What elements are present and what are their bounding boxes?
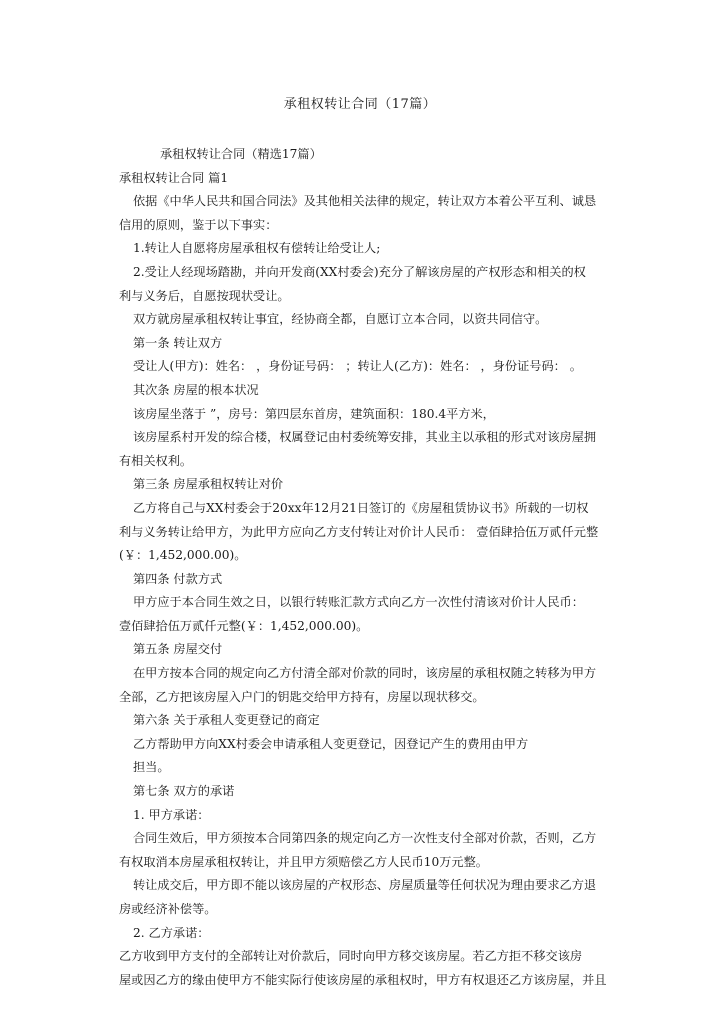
section-heading: 承租权转让合同 篇1 bbox=[119, 170, 229, 185]
paragraph-line: 合同生效后，甲方须按本合同第四条的规定向乙方一次性支付全部对价款，否则，乙方 bbox=[133, 831, 597, 846]
article-heading: 第三条 房屋承租权转让对价 bbox=[133, 477, 284, 492]
paragraph-line: 屋或因乙方的缘由使甲方不能实际行使该房屋的承租权时，甲方有权退还乙方该房屋，并且 bbox=[119, 972, 607, 987]
article-heading: 第一条 转让双方 bbox=[133, 335, 223, 350]
paragraph-line: 该房屋系村开发的综合楼，权属登记由村委统筹安排，其业主以承租的形式对该房屋拥 bbox=[133, 430, 597, 445]
paragraph-line: 有权取消本房屋承租权转让，并且甲方须赔偿乙方人民币10万元整。 bbox=[119, 854, 488, 869]
paragraph-line: 信用的原则，鉴于以下事实： bbox=[119, 217, 278, 232]
document-body bbox=[113, 143, 621, 992]
paragraph-line: (￥：1,452,000.00)。 bbox=[119, 548, 247, 563]
paragraph-line: 壹佰肆拾伍万贰仟元整(￥：1,452,000.00)。 bbox=[119, 618, 369, 633]
article-heading: 第四条 付款方式 bbox=[133, 571, 223, 586]
paragraph-line: 乙方收到甲方支付的全部转让对价款后，同时向甲方移交该房屋。若乙方拒不移交该房 bbox=[119, 949, 583, 964]
article-heading: 其次条 房屋的根本状况 bbox=[133, 382, 259, 397]
subsection-heading: 2. 乙方承诺： bbox=[133, 925, 210, 940]
article-heading: 第六条 关于承租人变更登记的商定 bbox=[133, 713, 320, 728]
paragraph-line: 全部，乙方把该房屋入户门的钥匙交给甲方持有，房屋以现状移交。 bbox=[119, 689, 485, 704]
paragraph-line: 受让人(甲方)：姓名： ，身份证号码： ；转让人(乙方)：姓名： ，身份证号码： 。 bbox=[133, 359, 582, 374]
paragraph-line: 2.受让人经现场踏勘，并向开发商(XX村委会)充分了解该房屋的产权形态和相关的权 bbox=[133, 264, 586, 279]
paragraph-line: 利与义务转让给甲方，为此甲方应向乙方支付转让对价计人民币： 壹佰肆拾伍万贰仟元整 bbox=[119, 524, 599, 539]
article-heading: 第七条 双方的承诺 bbox=[133, 784, 235, 799]
subsection-heading: 1. 甲方承诺： bbox=[133, 807, 210, 822]
paragraph-line: 该房屋坐落于 ”，房号：第四层东首房，建筑面积：180.4平方米， bbox=[133, 406, 495, 421]
paragraph-line: 乙方将自己与XX村委会于20xx年12月21日签订的《房屋租赁协议书》所载的一切权 bbox=[133, 500, 589, 515]
paragraph-line: 房或经济补偿等。 bbox=[119, 902, 217, 916]
paragraph-line: 利与义务后，自愿按现状受让。 bbox=[119, 288, 290, 303]
paragraph-line: 1.转让人自愿将房屋承租权有偿转让给受让人; bbox=[133, 241, 381, 256]
paragraph-line: 转让成交后，甲方即不能以该房屋的产权形态、房屋质量等任何状况为理由要求乙方退 bbox=[133, 878, 597, 893]
paragraph-line: 乙方帮助甲方向XX村委会申请承租人变更登记，因登记产生的费用由甲方 bbox=[133, 736, 529, 751]
paragraph-line: 依据《中华人民共和国合同法》及其他相关法律的规定，转让双方本着公平互利、诚恳 bbox=[133, 194, 597, 209]
paragraph-line: 有相关权利。 bbox=[119, 453, 193, 468]
document-title: 承租权转让合同（17篇） bbox=[283, 97, 437, 112]
paragraph-line: 担当。 bbox=[133, 760, 170, 775]
paragraph-line: 甲方应于本合同生效之日，以银行转账汇款方式向乙方一次性付清该对价计人民币： bbox=[133, 595, 584, 610]
paragraph-line: 在甲方按本合同的规定向乙方付清全部对价款的同时，该房屋的承租权随之转移为甲方 bbox=[133, 666, 597, 681]
document-subtitle: 承租权转让合同（精选17篇） bbox=[160, 147, 322, 161]
paragraph-line: 双方就房屋承租权转让事宜，经协商全都，自愿订立本合同，以资共同信守。 bbox=[133, 312, 548, 327]
article-heading: 第五条 房屋交付 bbox=[133, 642, 223, 657]
